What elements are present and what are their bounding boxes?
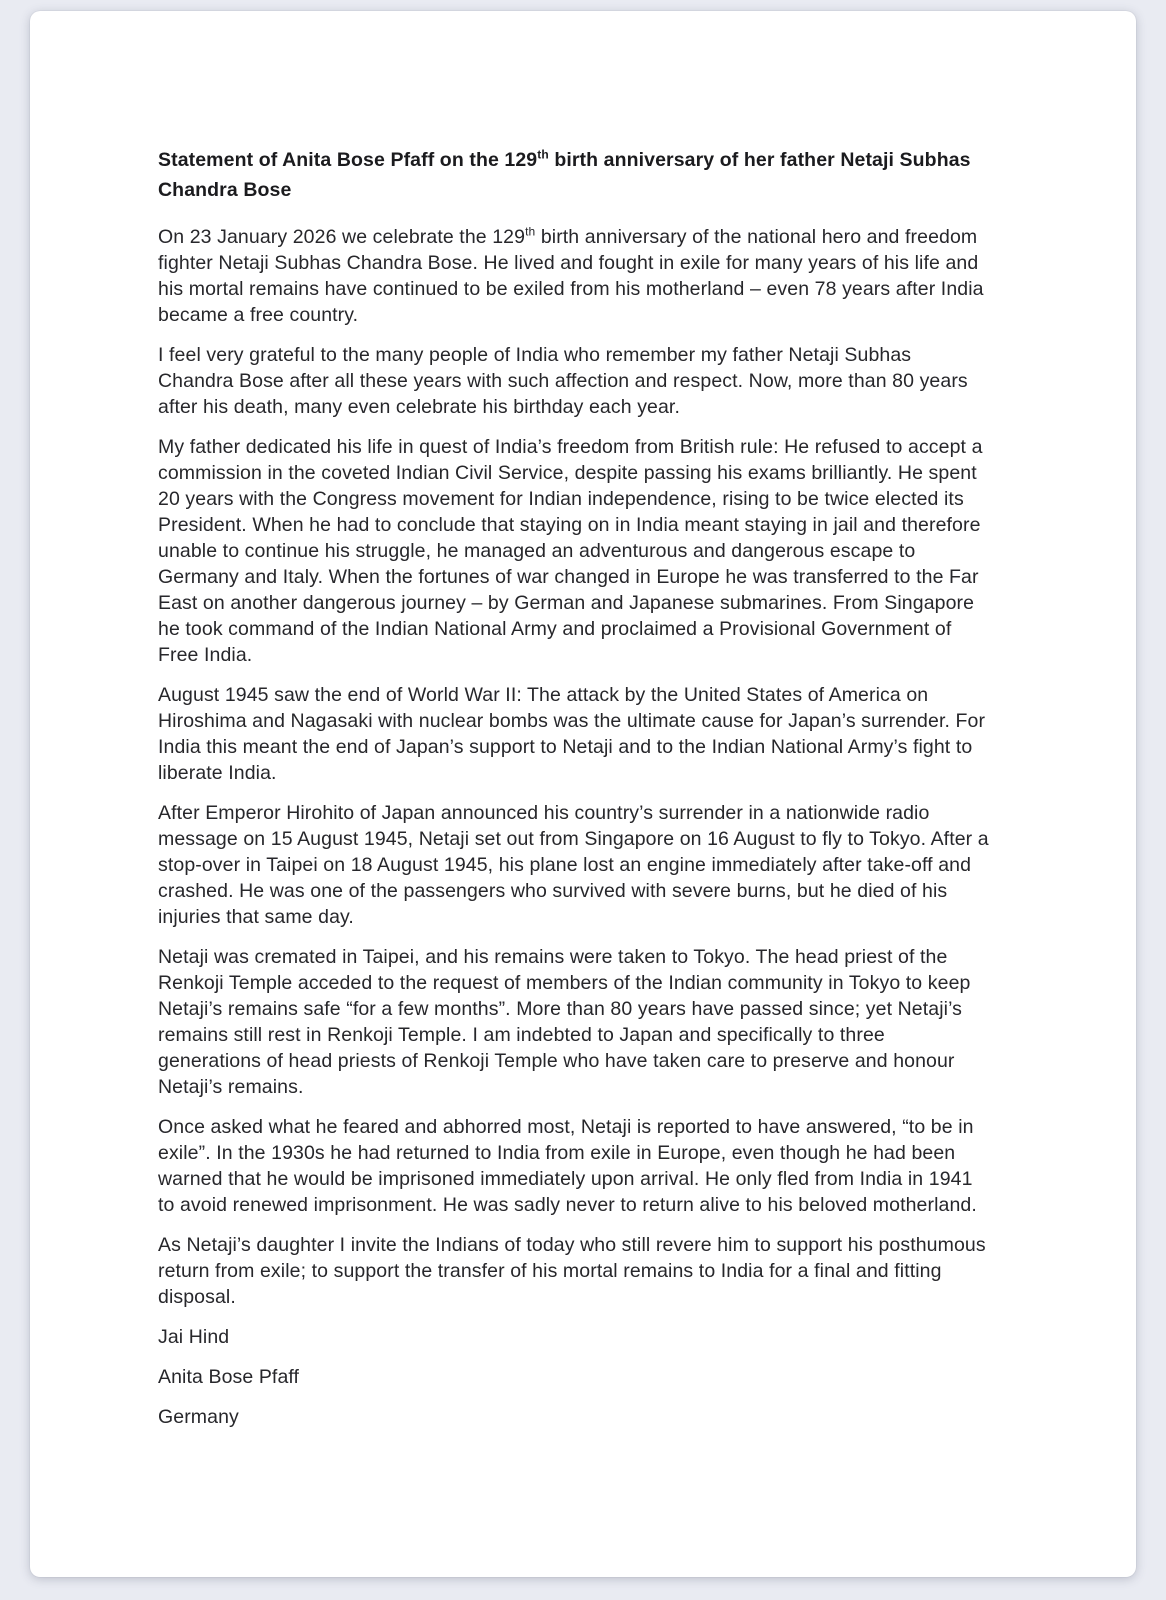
paragraph-opening [158,224,990,328]
signature-location: Germany [158,1406,239,1428]
signature-name: Anita Bose Pfaff [158,1366,300,1388]
paragraph-text-after-sup: birth anniversary of the national hero and freedom fighter Netaji Subhas Chandra Bose. He lived and fought in exile for many years of his life and his mortal remains have continued to be exiled from his motherland – even 78 years after India became a free country. [158,226,984,326]
paragraph: Once asked what he feared and abhorred most, Netaji is reported to have answered, “to be in exile”. In the 1930s he had returned to India from exile in Europe, even though he had been warned that he would be imprisoned immediately upon arrival. He only fled from India in 1941 to avoid renewed imprisonment. He was sadly never to return alive to his beloved motherland. [158,1116,977,1216]
title-text-after-sup: birth anniversary of her father Netaji Subhas Chandra Bose [158,149,971,201]
paragraph: After Emperor Hirohito of Japan announced his country’s surrender in a nationwide radio message on 15 August 1945, Netaji set out from Singapore on 16 August to fly to Tokyo. After a stop-over in Taipei on 18 August 1945, his plane lost an engine immediately after take-off and crashed. He was one of the passengers who survived with severe burns, but he died of his injuries that same day. [158,802,989,928]
superscript-th: th [537,147,549,162]
paragraph: My father dedicated his life in quest of India’s freedom from British rule: He refused to accept a commission in the coveted Indian Civil Service, despite passing his exams brilliantly. He spent 20 years with the Congress movement for Indian independence, rising to be twice elected its President. When he had to conclude that staying on in India meant staying in jail and therefore unable to continue his struggle, he managed an adventurous and dangerous escape to Germany and Italy. When the fortunes of war changed in Europe he was transferred to the Far East on another dangerous journey – by German and Japanese submarines. From Singapore he took command of the Indian National Army and proclaimed a Provisional Government of Free India. [158,436,983,666]
document-page [30,11,1136,1577]
document-title [158,145,990,205]
paragraph: As Netaji’s daughter I invite the Indians of today who still revere him to support his posthumous return from exile; to support the transfer of his mortal remains to India for a final and fitting disposal. [158,1234,986,1308]
paragraph: August 1945 saw the end of World War II: The attack by the United States of America on Hiroshima and Nagasaki with nuclear bombs was the ultimate cause for Japan’s surrender. For India this meant the end of Japan’s support to Netaji and to the Indian National Army’s fight to liberate India. [158,684,986,784]
paragraph: I feel very grateful to the many people of India who remember my father Netaji Subhas Chandra Bose after all these years with such affection and respect. Now, more than 80 years after his death, many even celebrate his birthday each year. [158,344,968,418]
paragraph: Netaji was cremated in Taipei, and his remains were taken to Tokyo. The head priest of the Renkoji Temple acceded to the request of members of the Indian community in Tokyo to keep Netaji’s remains safe “for a few months”. More than 80 years have passed since; yet Netaji’s remains still rest in Renkoji Temple. I am indebted to Japan and specifically to three generations of head priests of Renkoji Temple who have taken care to preserve and honour Netaji’s remains. [158,946,971,1098]
title-text-before-sup: Statement of Anita Bose Pfaff on the 129 [158,149,538,171]
paragraph-text-before-sup: On 23 January 2026 we celebrate the 129 [158,226,526,248]
signature-salutation: Jai Hind [158,1326,230,1348]
superscript-th: th [525,224,536,239]
